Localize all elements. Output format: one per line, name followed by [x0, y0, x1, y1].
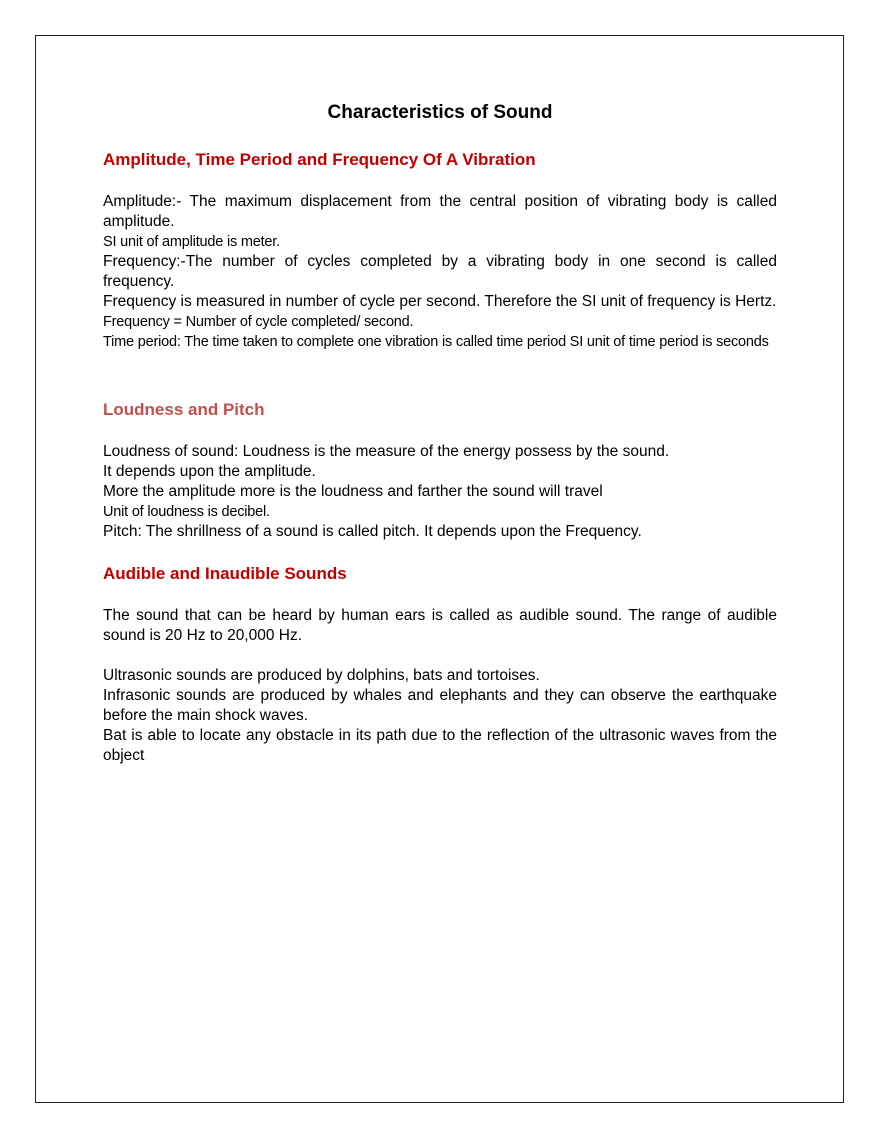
section-spacer	[103, 352, 777, 400]
document-title: Characteristics of Sound	[327, 102, 553, 123]
paragraph-loudness-definition: Loudness of sound: Loudness is the measure of the energy possess by the sound.	[103, 443, 670, 460]
section-heading-audible: Audible and Inaudible Sounds	[103, 564, 347, 583]
paragraph-time-period: Time period: The time taken to complete one vibration is called time period SI unit of time period is seconds	[103, 334, 769, 350]
document-body	[103, 102, 777, 766]
section-spacer	[103, 542, 777, 564]
paragraph-amplitude-definition: Amplitude:- The maximum displacement from the central position of vibrating body is called amplitude.	[103, 193, 777, 230]
section-heading-loudness: Loudness and Pitch	[103, 400, 265, 419]
paragraph-bat-echolocation: Bat is able to locate any obstacle in its path due to the reflection of the ultrasonic waves from the object	[103, 727, 777, 764]
paragraph-loudness-unit: Unit of loudness is decibel.	[103, 504, 270, 520]
section-loudness	[103, 400, 777, 542]
paragraph-amplitude-unit: SI unit of amplitude is meter.	[103, 234, 280, 250]
paragraph-audible-range: The sound that can be heard by human ears is called as audible sound. The range of audible sound is 20 Hz to 20,000 Hz.	[103, 607, 777, 644]
paragraph-pitch-definition: Pitch: The shrillness of a sound is called pitch. It depends upon the Frequency.	[103, 523, 642, 540]
paragraph-ultrasonic: Ultrasonic sounds are produced by dolphins, bats and tortoises.	[103, 667, 540, 684]
section-audible	[103, 564, 777, 766]
paragraph-spacer	[103, 646, 777, 666]
paragraph-frequency-formula: Frequency = Number of cycle completed/ second.	[103, 314, 414, 330]
paragraph-infrasonic: Infrasonic sounds are produced by whales and elephants and they can observe the earthquake before the main shock waves.	[103, 687, 777, 724]
section-amplitude	[103, 150, 777, 352]
paragraph-frequency-definition: Frequency:-The number of cycles completed by a vibrating body in one second is called frequency.	[103, 253, 777, 290]
paragraph-loudness-travel: More the amplitude more is the loudness and farther the sound will travel	[103, 483, 603, 500]
paragraph-frequency-unit: Frequency is measured in number of cycle per second. Therefore the SI unit of frequency is Hertz.	[103, 293, 777, 310]
paragraph-loudness-amplitude: It depends upon the amplitude.	[103, 463, 316, 480]
section-heading-amplitude: Amplitude, Time Period and Frequency Of A Vibration	[103, 150, 536, 169]
